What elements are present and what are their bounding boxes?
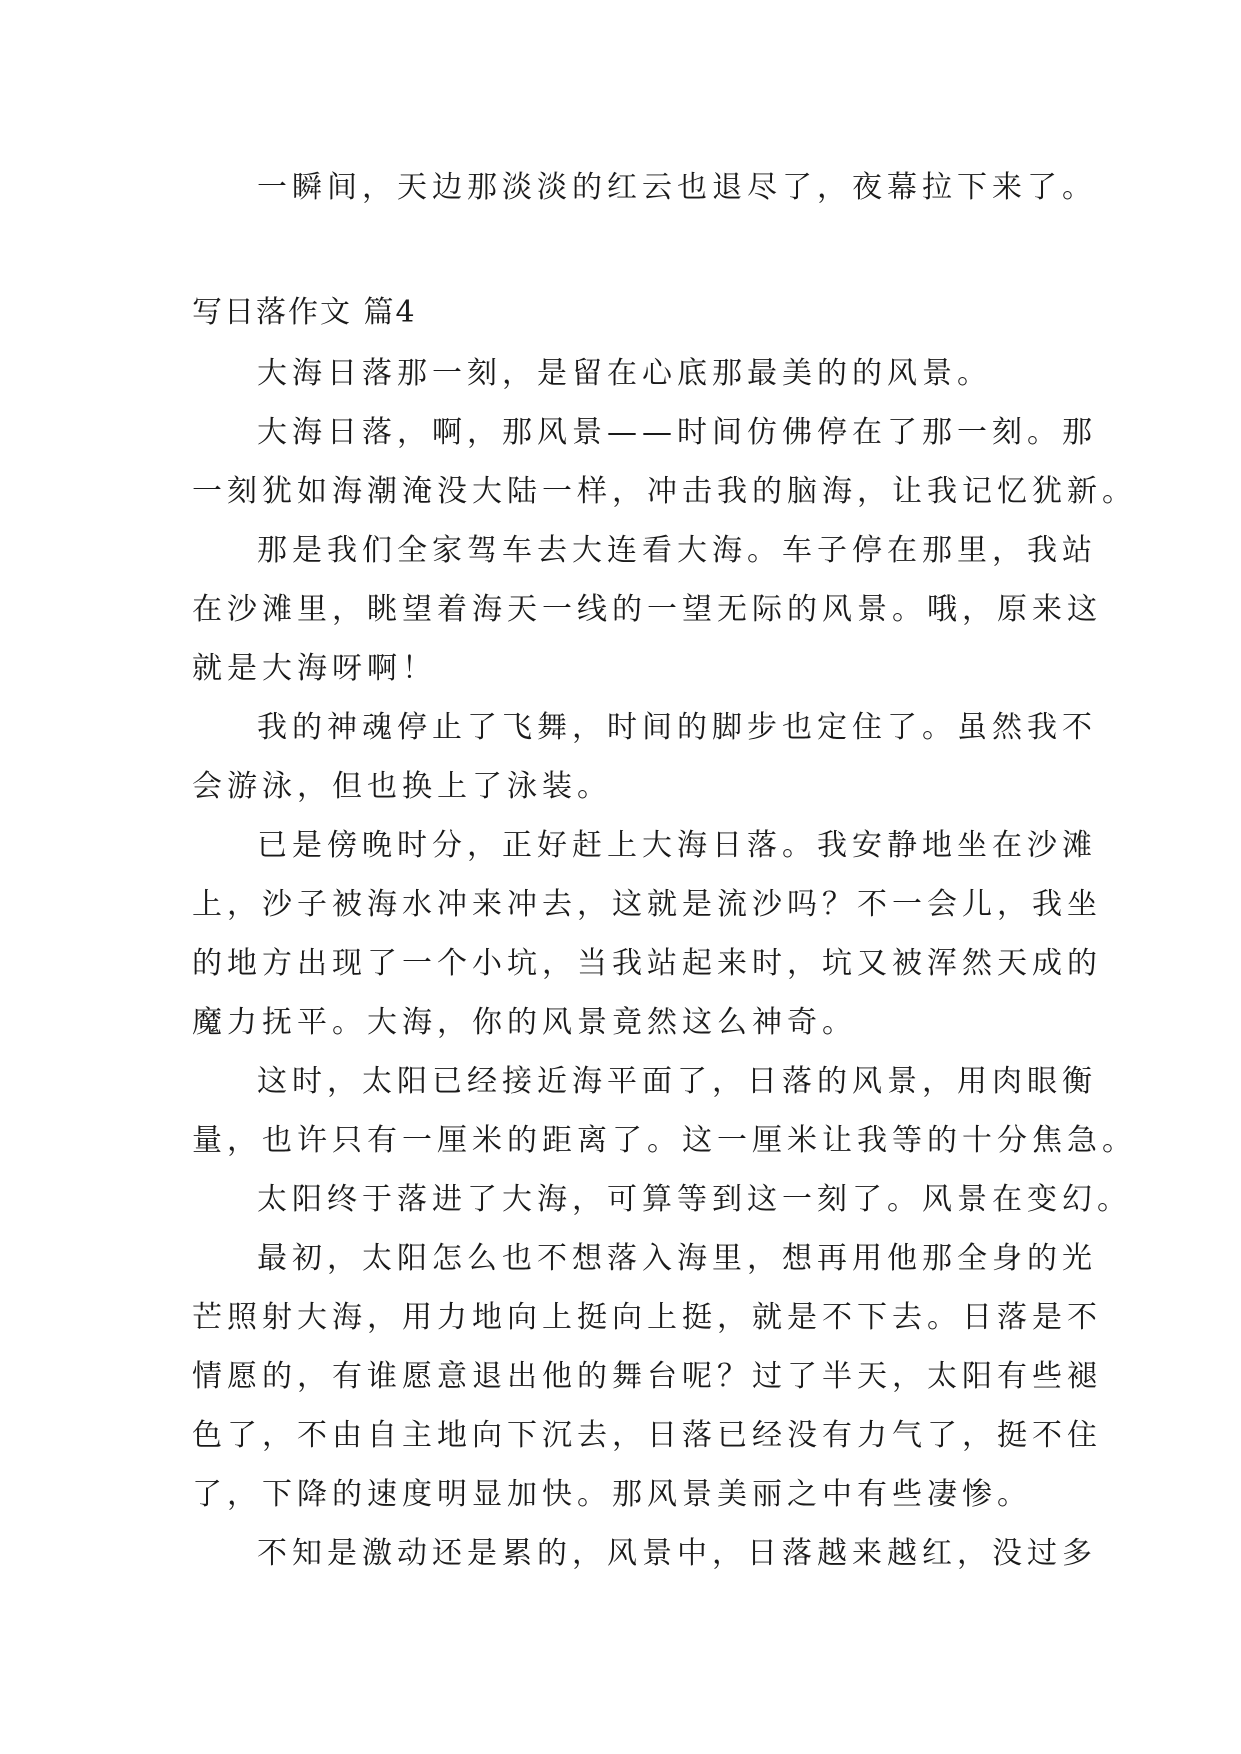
text-line: 会游泳，但也换上了泳装。 (192, 769, 612, 804)
text-line: 最初，太阳怎么也不想落入海里，想再用他那全身的光 (257, 1241, 1097, 1276)
text-line: 大海日落那一刻，是留在心底那最美的的风景。 (257, 356, 992, 391)
text-line: 的地方出现了一个小坑，当我站起来时，坑又被浑然天成的 (192, 946, 1102, 981)
text-line: 魔力抚平。大海，你的风景竟然这么神奇。 (192, 1005, 857, 1040)
text-line: 量，也许只有一厘米的距离了。这一厘米让我等的十分焦急。 (192, 1123, 1137, 1158)
text-line: 不知是激动还是累的，风景中，日落越来越红，没过多 (257, 1536, 1097, 1571)
text-line: 一刻犹如海潮淹没大陆一样，冲击我的脑海，让我记忆犹新。 (192, 474, 1137, 509)
text-line: 那是我们全家驾车去大连看大海。车子停在那里，我站 (257, 533, 1097, 568)
text-line: 色了，不由自主地向下沉去，日落已经没有力气了，挺不住 (192, 1418, 1102, 1453)
text-line: 了，下降的速度明显加快。那风景美丽之中有些凄惨。 (192, 1477, 1032, 1512)
text-line: 大海日落，啊，那风景——时间仿佛停在了那一刻。那 (257, 415, 1097, 450)
text-line: 已是傍晚时分，正好赶上大海日落。我安静地坐在沙滩 (257, 828, 1097, 863)
text-line: 在沙滩里，眺望着海天一线的一望无际的风景。哦，原来这 (192, 592, 1102, 627)
text-line: 我的神魂停止了飞舞，时间的脚步也定住了。虽然我不 (257, 710, 1097, 745)
intro-paragraph: 一瞬间，天边那淡淡的红云也退尽了，夜幕拉下来了。 (257, 170, 1097, 205)
text-line: 这时，太阳已经接近海平面了，日落的风景，用肉眼衡 (257, 1064, 1097, 1099)
text-line: 芒照射大海，用力地向上挺向上挺，就是不下去。日落是不 (192, 1300, 1102, 1335)
section-heading: 写日落作文 篇4 (192, 295, 417, 330)
text-line: 太阳终于落进了大海，可算等到这一刻了。风景在变幻。 (257, 1182, 1132, 1217)
text-line: 上，沙子被海水冲来冲去，这就是流沙吗？不一会儿，我坐 (192, 887, 1102, 922)
text-line: 就是大海呀啊！ (192, 651, 437, 686)
text-line: 情愿的，有谁愿意退出他的舞台呢？过了半天，太阳有些褪 (192, 1359, 1102, 1394)
